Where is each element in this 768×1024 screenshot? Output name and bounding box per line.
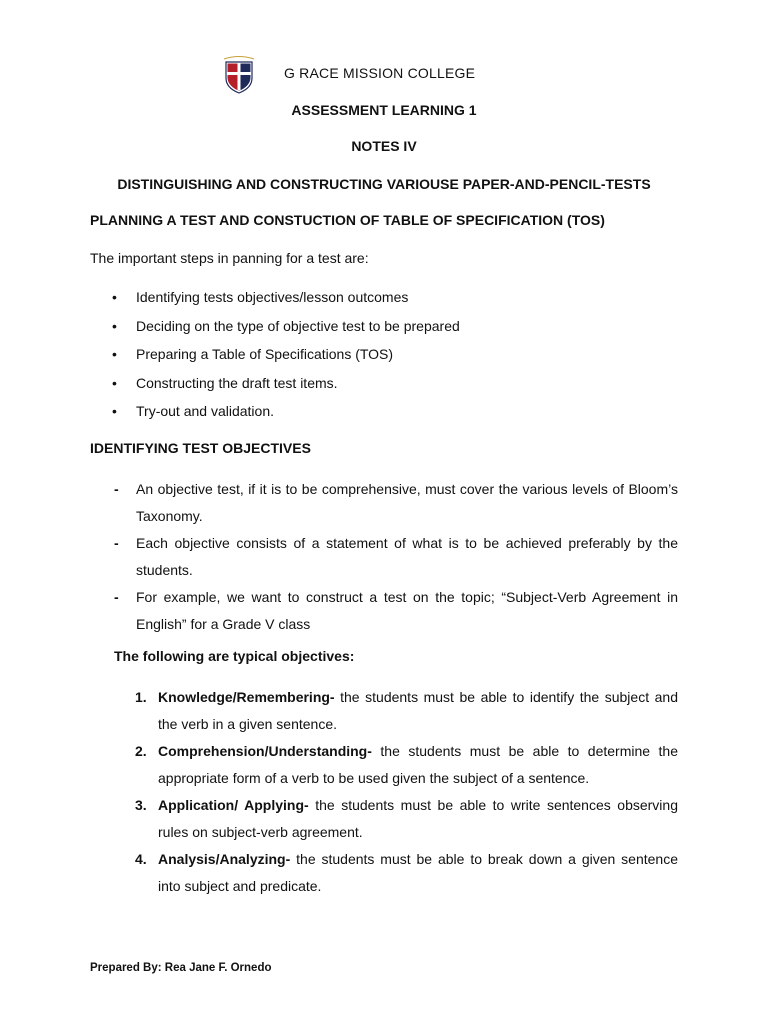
item-text: the students must be able to write sentences observing rules on subject-verb agreement. (158, 797, 678, 840)
planning-steps-list (112, 288, 460, 431)
list-item: • Identifying tests objectives/lesson outcomes (112, 288, 460, 317)
item-term: Application/ Applying- (158, 797, 309, 813)
objectives-heading: IDENTIFYING TEST OBJECTIVES (90, 440, 311, 456)
list-item: - For example, we want to construct a test on the topic; “Subject-Verb Agreement in English” for a Grade V class (112, 584, 678, 638)
item-term: Analysis/Analyzing- (158, 851, 291, 867)
item-number: 1. (135, 689, 147, 705)
list-item: • Constructing the draft test items. (112, 374, 460, 403)
college-name: G RACE MISSION COLLEGE (284, 65, 476, 81)
college-header (222, 54, 256, 94)
list-item (135, 684, 678, 738)
list-item: • Deciding on the type of objective test to be prepared (112, 317, 460, 346)
typical-objectives-heading: The following are typical objectives: (114, 648, 355, 664)
item-number: 2. (135, 743, 147, 759)
planning-intro: The important steps in panning for a test are: (90, 250, 369, 266)
item-text: the students must be able to break down a given sentence into subject and predicate. (158, 851, 678, 894)
item-number: 3. (135, 797, 147, 813)
typical-objectives-list (135, 684, 678, 900)
notes-title: NOTES IV (351, 138, 417, 154)
item-number: 4. (135, 851, 147, 867)
list-item (135, 738, 678, 792)
list-item: • Preparing a Table of Specifications (TOS) (112, 345, 460, 374)
item-text: the students must be able to identify the subject and the verb in a given sentence. (158, 689, 678, 732)
list-item: • Try-out and validation. (112, 402, 460, 431)
topic-title: DISTINGUISHING AND CONSTRUCTING VARIOUSE PAPER-AND-PENCIL-TESTS (117, 176, 651, 192)
prepared-by-footer: Prepared By: Rea Jane F. Ornedo (90, 962, 272, 974)
course-title: ASSESSMENT LEARNING 1 (291, 102, 477, 118)
item-term: Knowledge/Remembering- (158, 689, 335, 705)
item-text: the students must be able to determine the appropriate form of a verb to be used given the subject of a sentence. (158, 743, 678, 786)
objectives-points-list (112, 476, 678, 638)
list-item (135, 792, 678, 846)
list-item: - Each objective consists of a statement of what is to be achieved preferably by the students. (112, 530, 678, 584)
list-item: - An objective test, if it is to be comprehensive, must cover the various levels of Bloom’s Taxonomy. (112, 476, 678, 530)
list-item (135, 846, 678, 900)
item-term: Comprehension/Understanding- (158, 743, 372, 759)
college-seal-logo (222, 54, 256, 94)
planning-heading: PLANNING A TEST AND CONSTUCTION OF TABLE OF SPECIFICATION (TOS) (90, 212, 605, 228)
